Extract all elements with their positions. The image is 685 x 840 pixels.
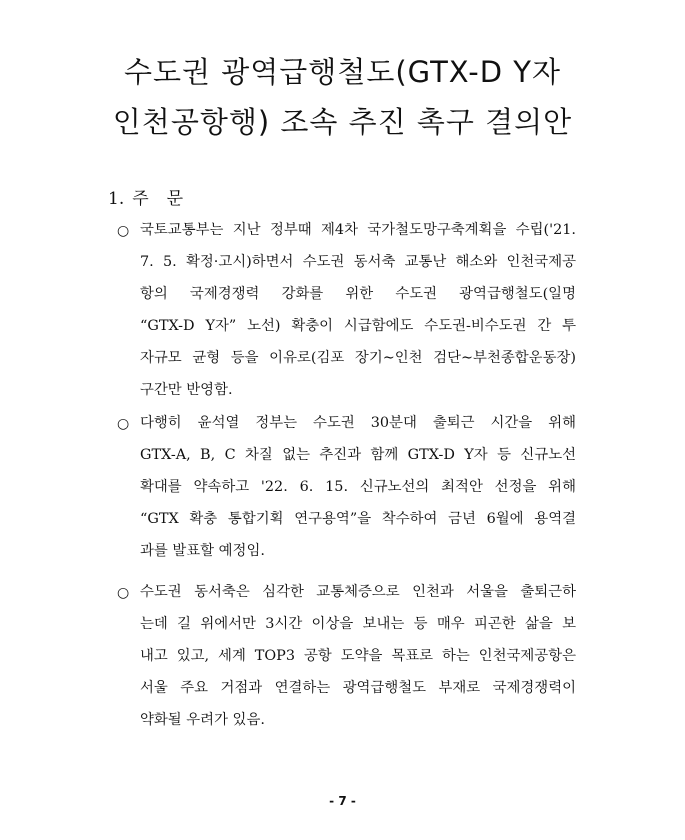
paragraph-line: 확대를 약속하고 '22. 6. 15. 신규노선의 최적안 선정을 위해 [140,479,576,495]
bullet-circle-icon: ○ [117,223,130,239]
paragraph-line: 다행히 윤석열 정부는 수도권 30분대 출퇴근 시간을 위해 [140,415,576,431]
paragraph-line: “GTX-D Y자” 노선) 확충이 시급함에도 수도권-비수도권 간 투 [140,318,576,334]
bullet-circle-icon: ○ [117,416,130,432]
paragraph-line: 서울 주요 거점과 연결하는 광역급행철도 부재로 국제경쟁력이 [140,680,576,696]
paragraph-line: 항의 국제경쟁력 강화를 위한 수도권 광역급행철도(일명 [140,286,576,302]
paragraph-line: “GTX 확충 통합기획 연구용역”을 착수하여 금년 6월에 용역결 [140,511,576,527]
paragraph-line: 구간만 반영함. [140,382,233,398]
paragraph-line: 약화될 우려가 있음. [140,712,265,728]
page-number: - 7 - [329,794,356,808]
paragraph-line: 과를 발표할 예정임. [140,543,265,559]
document-title-line-1: 수도권 광역급행철도(GTX-D Y자 [124,55,561,89]
paragraph-line: 자규모 균형 등을 이유로(김포 장기∼인천 검단∼부천종합운동장) [140,350,576,366]
bullet-circle-icon: ○ [117,585,130,601]
section-label: 주문 [132,189,202,209]
section-number: 1. [108,189,125,209]
paragraph-line: 는데 길 위에서만 3시간 이상을 보내는 등 매우 피곤한 삶을 보 [140,616,576,632]
paragraph-line: GTX-A, B, C 차질 없는 추진과 함께 GTX-D Y자 등 신규노선 [140,447,576,463]
document-title-line-2: 인천공항행) 조속 추진 촉구 결의안 [112,105,573,139]
paragraph-line: 내고 있고, 세계 TOP3 공항 도약을 목표로 하는 인천국제공항은 [140,648,576,664]
paragraph-line: 국토교통부는 지난 정부때 제4차 국가철도망구축계획을 수립('21. [140,222,576,238]
paragraph-line: 수도권 동서축은 심각한 교통체증으로 인천과 서울을 출퇴근하 [140,584,576,600]
section-heading [108,184,201,209]
paragraph-line: 7. 5. 확정·고시)하면서 수도권 동서축 교통난 해소와 인천국제공 [140,254,576,270]
